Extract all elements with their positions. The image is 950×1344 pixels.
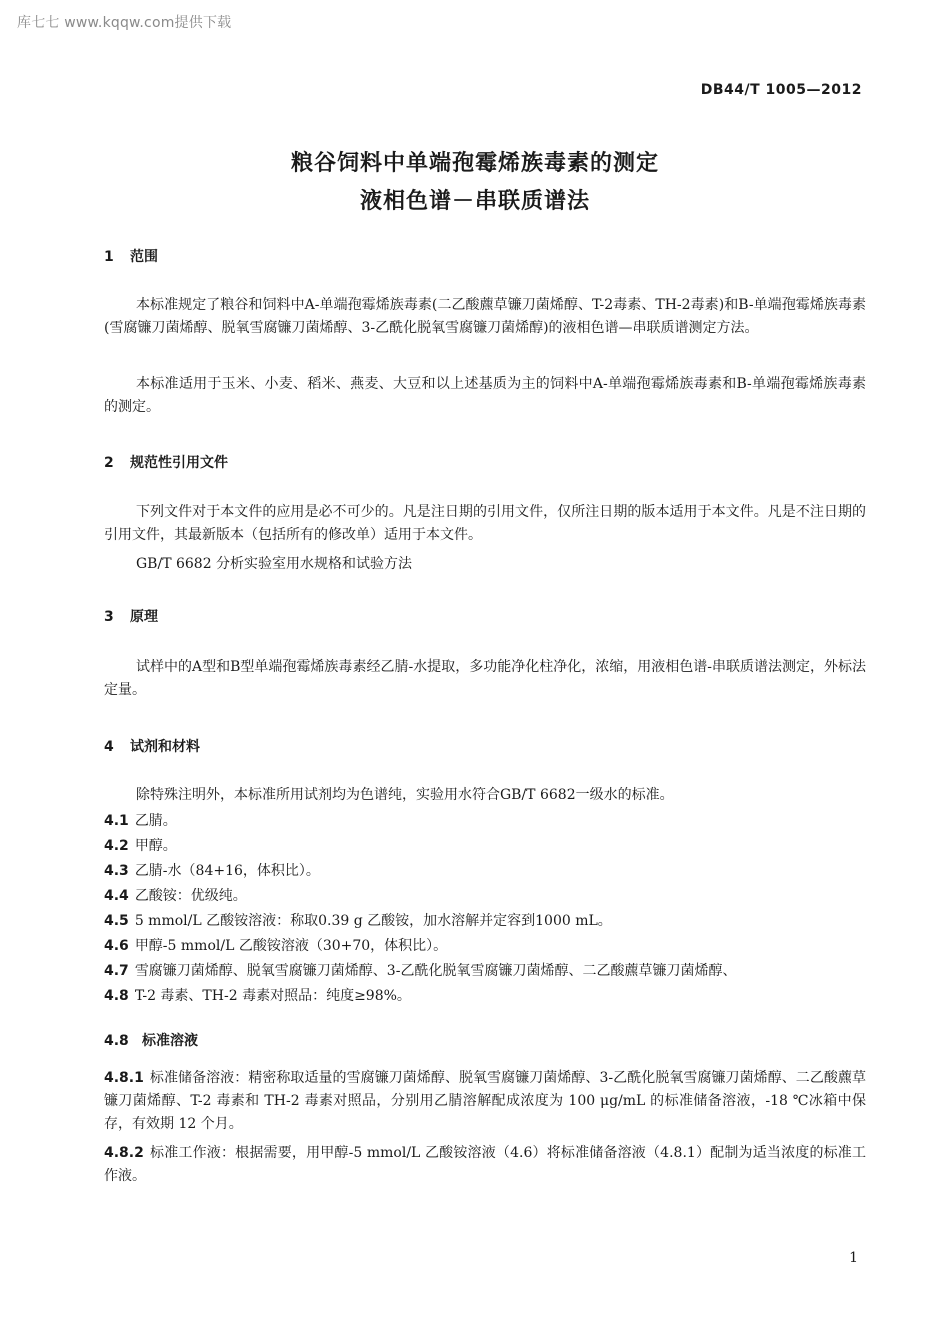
references-paragraph-2: GB/T 6682 分析实验室用水规格和试验方法 bbox=[136, 556, 413, 572]
standard-code: DB44/T 1005—2012 bbox=[700, 82, 862, 98]
list-item: 4.8.2 标准工作液：根据需要，用甲醇-5 mmol/L 乙酸铵溶液（4.6）将标准储备溶液（4.8.1）配制为适当浓度的标准工作液。 bbox=[104, 1145, 866, 1184]
section-title: 规范性引用文件 bbox=[130, 455, 228, 471]
list-item: 4.8.1 标准储备溶液：精密称取适量的雪腐镰刀菌烯醇、脱氧雪腐镰刀菌烯醇、3-乙酰化脱氧雪腐镰刀菌烯醇、二乙酸藨草镰刀菌烯醇、T-2 毒素和 TH-2 毒素对照品，分别用乙腈溶解配成浓度为 100 μg/mL 的标准储备溶液，-18 ℃冰箱中保存，有效期 12 个月。 bbox=[104, 1070, 866, 1132]
section-title: 原理 bbox=[130, 609, 158, 625]
page-number: 1 bbox=[849, 1250, 858, 1266]
list-item: 4.4 乙酸铵：优级纯。 bbox=[104, 888, 247, 904]
section-heading-principle bbox=[104, 606, 158, 626]
scope-paragraph-2: 本标准适用于玉米、小麦、稻米、燕麦、大豆和以上述基质为主的饲料中A-单端孢霉烯族毒素和B-单端孢霉烯族毒素的测定。 bbox=[104, 376, 866, 415]
section-title: 标准溶液 bbox=[142, 1033, 198, 1049]
list-item: 4.7 雪腐镰刀菌烯醇、脱氧雪腐镰刀菌烯醇、3-乙酰化脱氧雪腐镰刀菌烯醇、二乙酸藨草镰刀菌烯醇、 bbox=[104, 963, 737, 979]
section-number: 2 bbox=[104, 455, 114, 471]
list-item: 4.5 5 mmol/L 乙酸铵溶液：称取0.39 g 乙酸铵，加水溶解并定容到1000 mL。 bbox=[104, 913, 612, 929]
section-title: 试剂和材料 bbox=[130, 739, 200, 755]
references-paragraph-1: 下列文件对于本文件的应用是必不可少的。凡是注日期的引用文件，仅所注日期的版本适用于本文件。凡是不注日期的引用文件，其最新版本（包括所有的修改单）适用于本文件。 bbox=[104, 504, 866, 543]
reagents-intro: 除特殊注明外，本标准所用试剂均为色谱纯，实验用水符合GB/T 6682一级水的标准。 bbox=[136, 787, 674, 803]
list-item: 4.3 乙腈-水（84+16，体积比）。 bbox=[104, 863, 320, 879]
principle-paragraph: 试样中的A型和B型单端孢霉烯族毒素经乙腈-水提取，多功能净化柱净化，浓缩，用液相色谱-串联质谱法测定，外标法定量。 bbox=[104, 659, 866, 698]
document-title-line2: 液相色谱－串联质谱法 bbox=[359, 189, 590, 214]
scope-paragraph-1: 本标准规定了粮谷和饲料中A-单端孢霉烯族毒素(二乙酸藨草镰刀菌烯醇、T-2毒素、TH-2毒素)和B-单端孢霉烯族毒素(雪腐镰刀菌烯醇、脱氧雪腐镰刀菌烯醇、3-乙酰化脱氧雪腐镰刀菌烯醇)的液相色谱—串联质谱测定方法。 bbox=[104, 297, 866, 336]
list-item: 4.1 乙腈。 bbox=[104, 813, 177, 829]
list-item: 4.2 甲醇。 bbox=[104, 838, 177, 854]
section-heading-reagents bbox=[104, 736, 200, 756]
section-number: 3 bbox=[104, 609, 114, 625]
document-title-line1: 粮谷饲料中单端孢霉烯族毒素的测定 bbox=[290, 151, 659, 176]
section-number: 1 bbox=[104, 249, 114, 265]
section-number: 4 bbox=[104, 739, 114, 755]
list-item: 4.8 T-2 毒素、TH-2 毒素对照品：纯度≥98%。 bbox=[104, 988, 411, 1004]
watermark-text: 库七七 www.kqqw.com提供下载 bbox=[17, 15, 232, 31]
section-number: 4.8 bbox=[104, 1033, 129, 1049]
section-heading-standard-solution bbox=[104, 1030, 198, 1050]
section-title: 范围 bbox=[130, 249, 158, 265]
section-heading-scope bbox=[104, 246, 158, 266]
section-heading-references bbox=[104, 452, 228, 472]
list-item: 4.6 甲醇-5 mmol/L 乙酸铵溶液（30+70，体积比）。 bbox=[104, 938, 448, 954]
